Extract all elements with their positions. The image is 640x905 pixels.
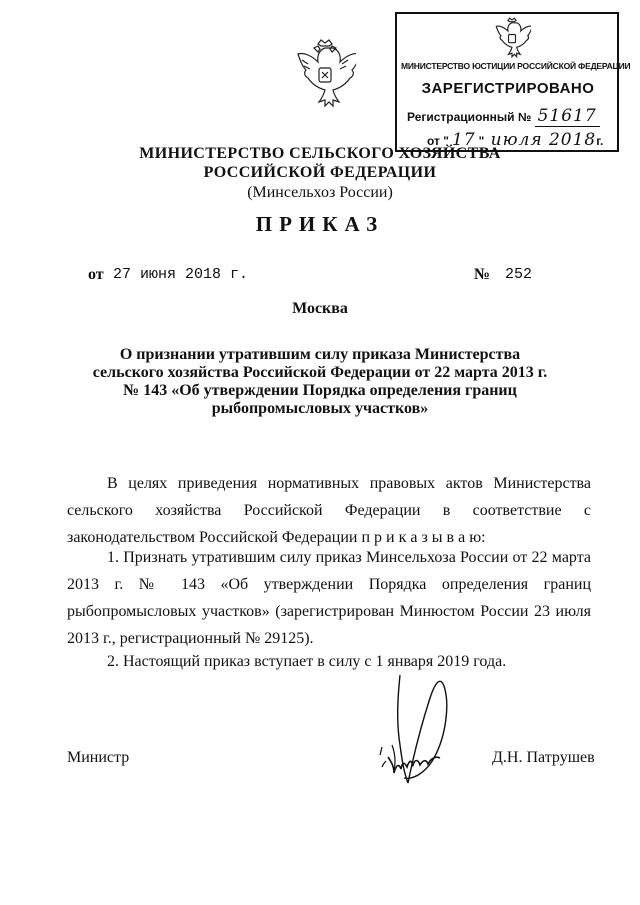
date-label: от [88, 266, 104, 283]
body-paragraph-preamble: В целях приведения нормативных правовых актов Министерства сельского хозяйства Российской Федерации в соответствие с законодательством Российской Федерации п р и к а з ы в а ю: [67, 475, 591, 546]
stamp-date-day: 17 [449, 130, 479, 151]
stamp-reg-number: 51617 [535, 106, 600, 127]
stamp-reg-number-row [407, 106, 600, 127]
stamp-date-prefix: от [427, 134, 440, 148]
stamp-reg-label: Регистрационный № [407, 110, 532, 124]
signer-name: Д.Н. Патрушев [492, 749, 595, 766]
ministry-name-line2: РОССИЙСКОЙ ФЕДЕРАЦИИ [203, 164, 437, 181]
city: Москва [292, 300, 348, 317]
body-paragraph-item-1: 1. Признать утратившим силу приказ Минсельхоза России от 22 марта 2013 г. № 143 «Об утверждении Порядка определения границ рыбопромысловых участков» (зарегистрирован Минюстом России 23 июля 2013 г., регистрационный № 29125). [67, 549, 591, 647]
document-type-title: ПРИКАЗ [255, 212, 385, 236]
registration-stamp [395, 12, 631, 152]
signer-title: Министр [67, 749, 130, 766]
order-number: 252 [505, 266, 533, 283]
stamp-ministry: МИНИСТЕРСТВО ЮСТИЦИИ РОССИЙСКОЙ ФЕДЕРАЦИИ [401, 61, 631, 71]
handwritten-signature [370, 665, 480, 810]
stamp-registered: ЗАРЕГИСТРИРОВАНО [421, 80, 595, 97]
stamp-date-year: 2018 [548, 130, 597, 150]
stamp-emblem-icon [493, 17, 531, 59]
number-label: № [474, 266, 491, 283]
ministry-name-line1: МИНИСТЕРСТВО СЕЛЬСКОГО ХОЗЯЙСТВА [139, 145, 501, 162]
stamp-date-row: от " 17 " июля 2018г. [427, 130, 604, 150]
stamp-date-month: июля [488, 130, 546, 151]
order-subject: О признании утратившим силу приказа Министерства сельского хозяйства Российской Федерации от 22 марта 2013 г. № 143 «Об утверждении Порядка определения границ рыбопромысловых участков» [92, 346, 548, 417]
ministry-short-name: (Минсельхоз России) [247, 184, 393, 201]
order-date: 27 июня 2018 г. [113, 266, 249, 283]
body-paragraph-item-2: 2. Настоящий приказ вступает в силу с 1 января 2019 года. [107, 653, 507, 670]
coat-of-arms-emblem [294, 38, 356, 110]
